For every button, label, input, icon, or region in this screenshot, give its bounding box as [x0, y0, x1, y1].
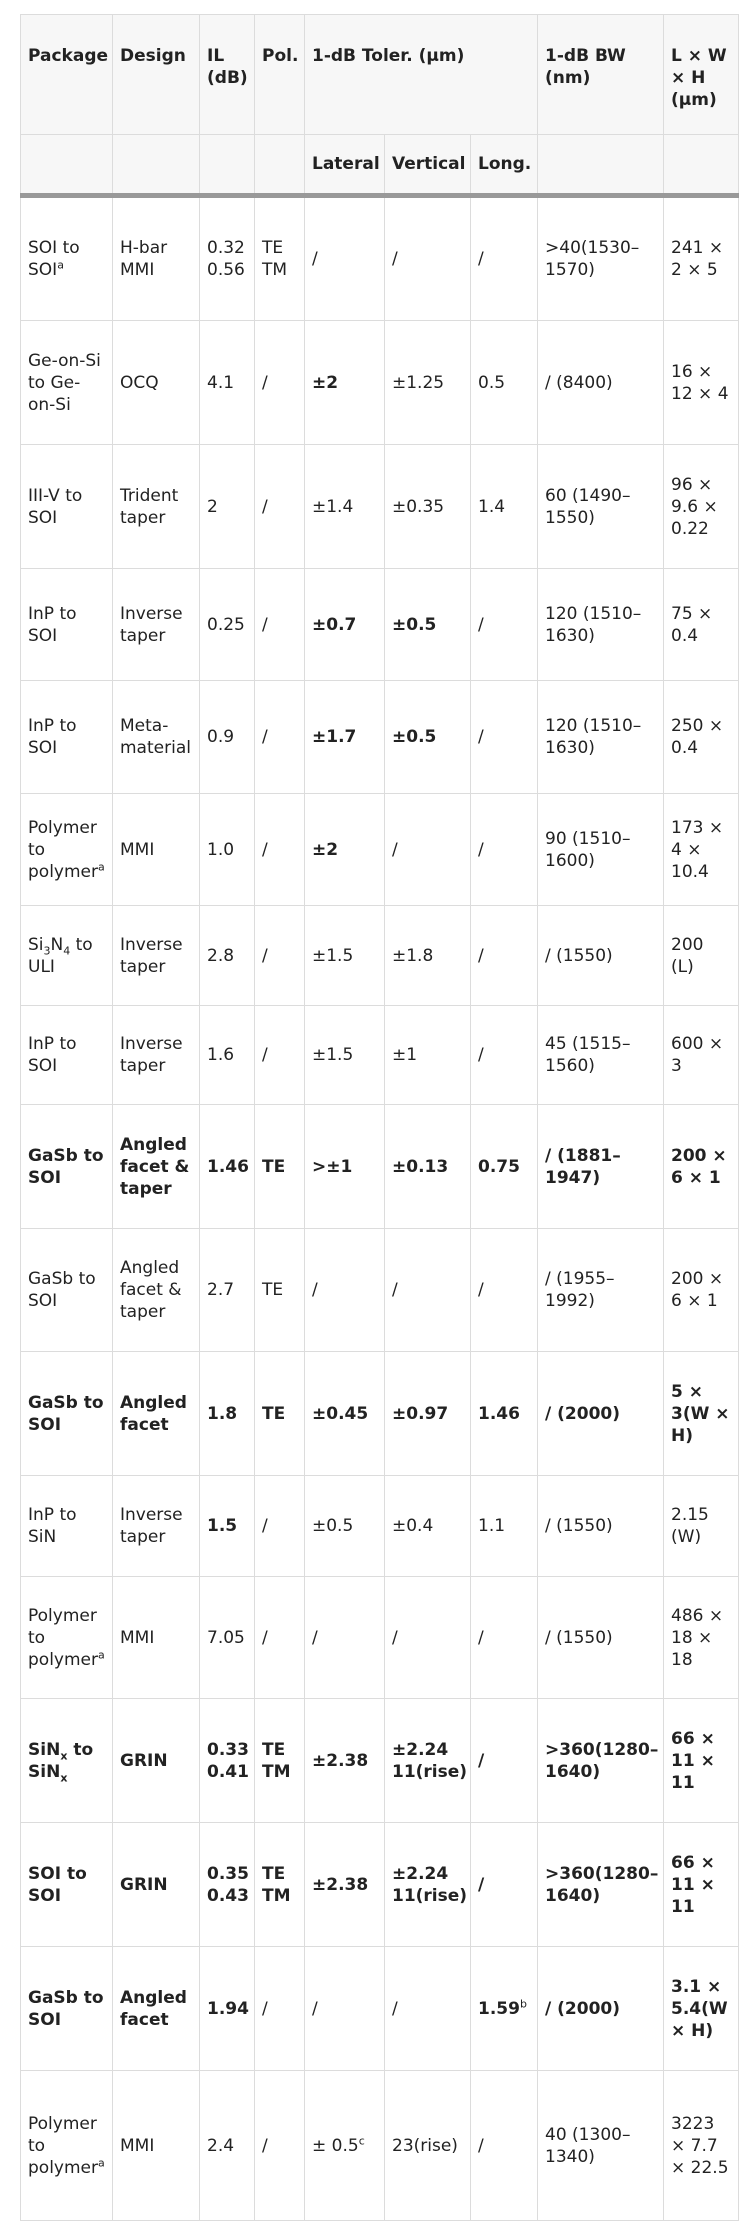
cell-pol: / [255, 1476, 305, 1577]
cell-dimensions: 600 × 3 [664, 1006, 739, 1105]
cell-package: InP to SOI [21, 1006, 113, 1105]
table-row [21, 1352, 739, 1476]
cell-il: 2.4 [200, 2071, 255, 2221]
cell-pol: / [255, 2071, 305, 2221]
cell-long: 0.75 [471, 1105, 538, 1229]
cell-lateral: ±1.5 [305, 1006, 385, 1105]
cell-vertical: ±1 [385, 1006, 471, 1105]
subheader-empty [200, 135, 255, 196]
cell-package: Polymer to polymer$^a$ [21, 794, 113, 906]
cell-dimensions: 173 × 4 × 10.4 [664, 794, 739, 906]
cell-pol: / [255, 321, 305, 445]
table-row [21, 1947, 739, 2071]
cell-vertical: ±0.5 [385, 681, 471, 794]
header-pol: Pol. [255, 15, 305, 135]
cell-bandwidth: / (1881–1947) [538, 1105, 664, 1229]
cell-il: 1.6 [200, 1006, 255, 1105]
cell-dimensions: 3223 × 7.7 × 22.5 [664, 2071, 739, 2221]
subheader-row [21, 135, 739, 196]
cell-vertical: / [385, 794, 471, 906]
cell-long: 1.59$^b$ [471, 1947, 538, 2071]
cell-design: Angled facet [113, 1947, 200, 2071]
cell-design: Inverse taper [113, 1006, 200, 1105]
cell-vertical: 23(rise) [385, 2071, 471, 2221]
cell-vertical: / [385, 1947, 471, 2071]
cell-lateral: ±2.38 [305, 1823, 385, 1947]
cell-lateral: / [305, 1577, 385, 1699]
subheader-empty [538, 135, 664, 196]
cell-dimensions: 200 × 6 × 1 [664, 1229, 739, 1352]
cell-vertical: ±0.4 [385, 1476, 471, 1577]
cell-lateral: ±2.38 [305, 1699, 385, 1823]
table-row [21, 794, 739, 906]
cell-long: / [471, 196, 538, 321]
cell-lateral: ±2 [305, 321, 385, 445]
cell-package: $Si_3N_4$ to ULI [21, 906, 113, 1006]
cell-lateral: ±0.5 [305, 1476, 385, 1577]
cell-long: / [471, 1577, 538, 1699]
table-row [21, 1823, 739, 1947]
cell-pol: / [255, 906, 305, 1006]
cell-il: 0.25 [200, 569, 255, 681]
cell-long: / [471, 1006, 538, 1105]
cell-pol: / [255, 445, 305, 569]
cell-bandwidth: >360(1280–1640) [538, 1699, 664, 1823]
cell-package: Polymer to polymer$^a$ [21, 1577, 113, 1699]
cell-design: Meta-material [113, 681, 200, 794]
cell-vertical: / [385, 1229, 471, 1352]
cell-pol: TE TM [255, 1699, 305, 1823]
cell-design: Inverse taper [113, 906, 200, 1006]
cell-package: GaSb to SOI [21, 1352, 113, 1476]
cell-package: GaSb to SOI [21, 1229, 113, 1352]
subheader-empty [113, 135, 200, 196]
cell-bandwidth: / (2000) [538, 1352, 664, 1476]
subheader-vertical: Vertical [385, 135, 471, 196]
cell-lateral: / [305, 196, 385, 321]
cell-lateral: / [305, 1947, 385, 2071]
cell-dimensions: 200 (L) [664, 906, 739, 1006]
cell-package: GaSb to SOI [21, 1947, 113, 2071]
cell-vertical: ±2.24 11(rise) [385, 1823, 471, 1947]
cell-bandwidth: 45 (1515–1560) [538, 1006, 664, 1105]
cell-lateral: >±1 [305, 1105, 385, 1229]
header-design: Design [113, 15, 200, 135]
cell-bandwidth: 90 (1510–1600) [538, 794, 664, 906]
cell-vertical: / [385, 1577, 471, 1699]
cell-bandwidth: / (1550) [538, 906, 664, 1006]
cell-il: 0.32 0.56 [200, 196, 255, 321]
table-row [21, 1699, 739, 1823]
cell-design: OCQ [113, 321, 200, 445]
cell-dimensions: 66 × 11 × 11 [664, 1823, 739, 1947]
cell-long: / [471, 1823, 538, 1947]
cell-il: 1.46 [200, 1105, 255, 1229]
cell-dimensions: 241 × 2 × 5 [664, 196, 739, 321]
cell-package: InP to SiN [21, 1476, 113, 1577]
cell-il: 0.33 0.41 [200, 1699, 255, 1823]
cell-il: 1.94 [200, 1947, 255, 2071]
cell-pol: TE [255, 1352, 305, 1476]
cell-long: / [471, 906, 538, 1006]
cell-pol: / [255, 569, 305, 681]
cell-design: GRIN [113, 1823, 200, 1947]
cell-vertical: / [385, 196, 471, 321]
cell-bandwidth: 40 (1300–1340) [538, 2071, 664, 2221]
cell-vertical: ±0.13 [385, 1105, 471, 1229]
header-row [21, 15, 739, 135]
cell-vertical: ±2.24 11(rise) [385, 1699, 471, 1823]
cell-design: Trident taper [113, 445, 200, 569]
cell-lateral: ±1.7 [305, 681, 385, 794]
cell-dimensions: 250 × 0.4 [664, 681, 739, 794]
table-row [21, 1229, 739, 1352]
subheader-lateral: Lateral [305, 135, 385, 196]
cell-design: MMI [113, 794, 200, 906]
cell-long: / [471, 1699, 538, 1823]
table-row [21, 196, 739, 321]
cell-bandwidth: >360(1280–1640) [538, 1823, 664, 1947]
cell-dimensions: 66 × 11 × 11 [664, 1699, 739, 1823]
table-row [21, 1476, 739, 1577]
cell-dimensions: 96 × 9.6 × 0.22 [664, 445, 739, 569]
cell-design: Angled facet & taper [113, 1229, 200, 1352]
subheader-empty [21, 135, 113, 196]
cell-package: Polymer to polymer$^a$ [21, 2071, 113, 2221]
cell-long: / [471, 794, 538, 906]
cell-pol: / [255, 1947, 305, 2071]
cell-dimensions: 200 × 6 × 1 [664, 1105, 739, 1229]
cell-dimensions: 16 × 12 × 4 [664, 321, 739, 445]
cell-il: 2.8 [200, 906, 255, 1006]
header-dimensions: L × W × H (µm) [664, 15, 739, 135]
cell-long: / [471, 2071, 538, 2221]
cell-package: SiN$_x$ to SiN$_x$ [21, 1699, 113, 1823]
cell-lateral: ±1.4 [305, 445, 385, 569]
table-row [21, 569, 739, 681]
cell-vertical: ±0.97 [385, 1352, 471, 1476]
cell-bandwidth: / (1550) [538, 1476, 664, 1577]
cell-design: Angled facet & taper [113, 1105, 200, 1229]
cell-package: InP to SOI [21, 569, 113, 681]
cell-dimensions: 2.15 (W) [664, 1476, 739, 1577]
cell-bandwidth: 60 (1490–1550) [538, 445, 664, 569]
cell-dimensions: 75 × 0.4 [664, 569, 739, 681]
header-bandwidth: 1-dB BW (nm) [538, 15, 664, 135]
table-row [21, 1105, 739, 1229]
cell-design: Angled facet [113, 1352, 200, 1476]
subheader-longitudinal: Long. [471, 135, 538, 196]
cell-design: Inverse taper [113, 1476, 200, 1577]
cell-il: 1.5 [200, 1476, 255, 1577]
cell-il: 0.35 0.43 [200, 1823, 255, 1947]
cell-bandwidth: >40(1530–1570) [538, 196, 664, 321]
cell-il: 0.9 [200, 681, 255, 794]
cell-long: 1.46 [471, 1352, 538, 1476]
cell-lateral: ±2 [305, 794, 385, 906]
cell-long: 0.5 [471, 321, 538, 445]
cell-lateral: / [305, 1229, 385, 1352]
cell-design: MMI [113, 2071, 200, 2221]
cell-pol: / [255, 1006, 305, 1105]
cell-long: / [471, 1229, 538, 1352]
cell-pol: / [255, 794, 305, 906]
cell-package: SOI to SOI [21, 1823, 113, 1947]
comparison-table-container [20, 14, 738, 2221]
cell-bandwidth: / (1550) [538, 1577, 664, 1699]
cell-pol: TE [255, 1229, 305, 1352]
cell-il: 1.0 [200, 794, 255, 906]
header-tolerance: 1-dB Toler. (µm) [305, 15, 538, 135]
subheader-empty [664, 135, 739, 196]
cell-il: 4.1 [200, 321, 255, 445]
cell-bandwidth: / (8400) [538, 321, 664, 445]
table-row [21, 1006, 739, 1105]
table-row [21, 681, 739, 794]
comparison-table [20, 14, 739, 2221]
cell-pol: TE TM [255, 196, 305, 321]
cell-design: H-bar MMI [113, 196, 200, 321]
cell-package: Ge-on-Si to Ge-on-Si [21, 321, 113, 445]
table-row [21, 321, 739, 445]
table-row [21, 906, 739, 1006]
cell-dimensions: 486 × 18 × 18 [664, 1577, 739, 1699]
cell-vertical: ±0.35 [385, 445, 471, 569]
cell-design: MMI [113, 1577, 200, 1699]
cell-lateral: ±1.5 [305, 906, 385, 1006]
cell-long: / [471, 681, 538, 794]
cell-long: 1.1 [471, 1476, 538, 1577]
table-row [21, 1577, 739, 1699]
cell-bandwidth: / (1955–1992) [538, 1229, 664, 1352]
cell-il: 2.7 [200, 1229, 255, 1352]
cell-il: 2 [200, 445, 255, 569]
cell-pol: / [255, 1577, 305, 1699]
header-package: Package [21, 15, 113, 135]
cell-package: InP to SOI [21, 681, 113, 794]
cell-lateral: ±0.7 [305, 569, 385, 681]
cell-package: SOI to SOI$^a$ [21, 196, 113, 321]
cell-vertical: ±1.8 [385, 906, 471, 1006]
subheader-empty [255, 135, 305, 196]
cell-lateral: ± 0.5$^c$ [305, 2071, 385, 2221]
table-row [21, 2071, 739, 2221]
cell-pol: / [255, 681, 305, 794]
cell-dimensions: 3.1 × 5.4(W × H) [664, 1947, 739, 2071]
cell-bandwidth: 120 (1510–1630) [538, 569, 664, 681]
cell-il: 7.05 [200, 1577, 255, 1699]
cell-design: Inverse taper [113, 569, 200, 681]
cell-pol: TE TM [255, 1823, 305, 1947]
cell-package: GaSb to SOI [21, 1105, 113, 1229]
cell-dimensions: 5 × 3(W × H) [664, 1352, 739, 1476]
cell-il: 1.8 [200, 1352, 255, 1476]
cell-bandwidth: / (2000) [538, 1947, 664, 2071]
table-row [21, 445, 739, 569]
cell-package: III-V to SOI [21, 445, 113, 569]
cell-long: / [471, 569, 538, 681]
cell-vertical: ±1.25 [385, 321, 471, 445]
cell-vertical: ±0.5 [385, 569, 471, 681]
header-il: IL (dB) [200, 15, 255, 135]
cell-pol: TE [255, 1105, 305, 1229]
cell-bandwidth: 120 (1510–1630) [538, 681, 664, 794]
cell-design: GRIN [113, 1699, 200, 1823]
cell-lateral: ±0.45 [305, 1352, 385, 1476]
cell-long: 1.4 [471, 445, 538, 569]
